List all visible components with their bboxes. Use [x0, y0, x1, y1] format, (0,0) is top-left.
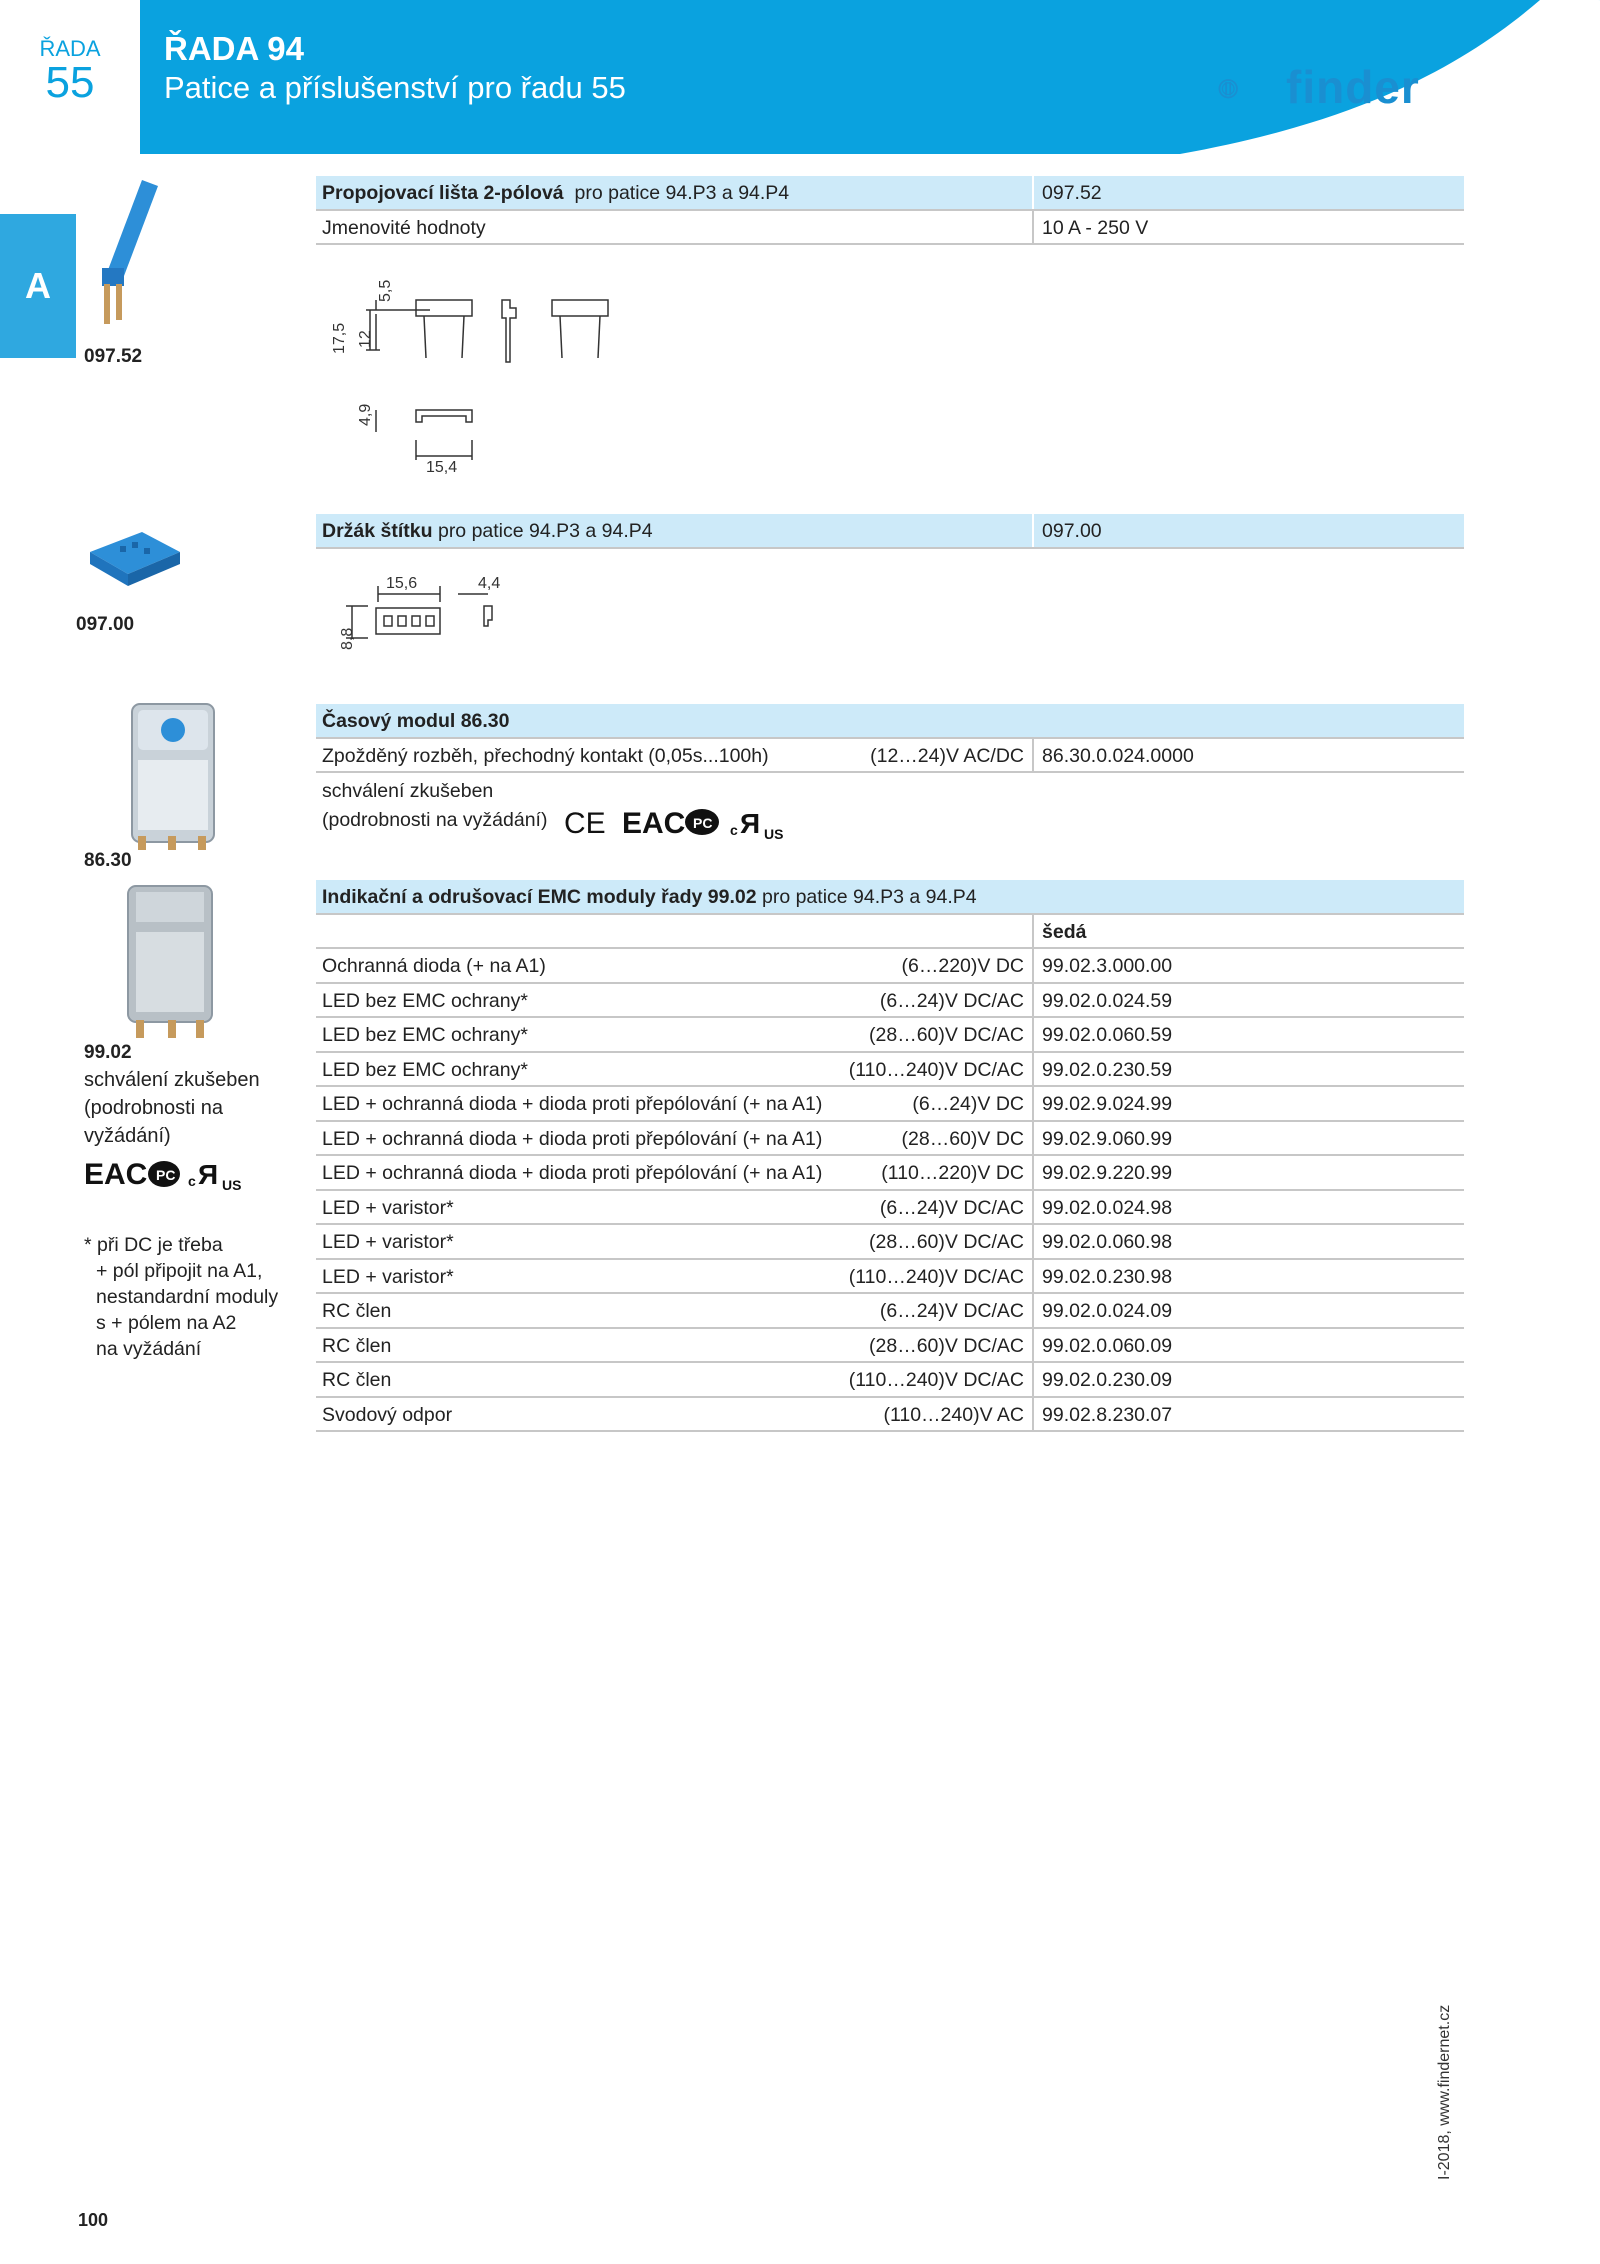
section-tab: A [0, 214, 76, 358]
approval-line-wrap [322, 806, 547, 835]
row-label: Ochranná dioda (+ na A1) [322, 955, 546, 977]
product-label-097-00: 097.00 [76, 614, 135, 635]
svg-text:CE: CE [564, 807, 606, 839]
column-divider [1032, 984, 1034, 1017]
column-divider [1032, 1053, 1034, 1086]
dim-label: 17,5 [331, 322, 348, 354]
order-code: 99.02.9.220.99 [1042, 1162, 1173, 1184]
table-row [316, 211, 1464, 246]
page-title: ŘADA 94 [164, 30, 304, 67]
row-voltage: (110…240)V AC [883, 1403, 1024, 1426]
table-row [316, 1398, 1464, 1433]
series-badge [0, 0, 140, 152]
column-divider [1032, 1294, 1034, 1327]
row-voltage: (110…220)V DC [881, 1162, 1024, 1184]
column-divider [1032, 949, 1034, 982]
order-code: 99.02.0.060.09 [1042, 1334, 1173, 1357]
order-code: 99.02.0.230.59 [1042, 1058, 1173, 1081]
svg-text:Я: Я [740, 808, 761, 839]
footer-side-text: I-2018, www.findernet.cz [1436, 2004, 1453, 2180]
label-holder-drawing [328, 568, 568, 668]
label-holder-image [84, 524, 184, 594]
title-rest: pro patice 94.P3 a 94.P4 [437, 520, 653, 542]
table-row [316, 984, 1464, 1019]
order-code: 99.02.0.024.98 [1042, 1196, 1173, 1219]
color-header-row [316, 915, 1464, 950]
row-voltage: (6…220)V DC [901, 955, 1024, 977]
table-title [322, 520, 653, 543]
table-row [316, 1122, 1464, 1157]
row-label: LED + varistor* [322, 1265, 454, 1288]
row-voltage: (110…240)V DC/AC [848, 1265, 1024, 1288]
order-code: 99.02.3.000.00 [1042, 955, 1173, 977]
order-code: 86.30.0.024.0000 [1042, 744, 1194, 767]
table-row [316, 1260, 1464, 1295]
product-label-99-02: 99.02 [84, 1042, 132, 1063]
row-label: RC člen [322, 1300, 392, 1322]
row-label: Svodový odpor [322, 1403, 453, 1426]
column-divider [1032, 211, 1034, 244]
column-divider [1032, 1260, 1034, 1293]
order-code: 99.02.0.230.98 [1042, 1265, 1173, 1288]
row-label: LED + ochranná dioda + dioda proti přepólování (+ na A1) [322, 1127, 823, 1150]
approval-line: (podrobnosti na vyžádání) [322, 809, 548, 831]
table-row [316, 1087, 1464, 1122]
table-row [316, 1156, 1464, 1191]
emc-rows [316, 949, 1464, 1432]
approval-line: schválení zkušeben [84, 1069, 260, 1091]
column-divider [1032, 1156, 1034, 1189]
table-label-holder [316, 514, 1464, 549]
row-voltage: (28…60)V DC [901, 1127, 1024, 1150]
column-divider [1032, 1398, 1034, 1431]
title-rest: pro patice 94.P3 a 94.P4 [761, 886, 977, 908]
table-header [316, 880, 1464, 915]
table-row [316, 1329, 1464, 1364]
table-header [316, 704, 1464, 739]
order-code: 99.02.0.024.09 [1042, 1300, 1173, 1322]
order-code: 99.02.0.230.09 [1042, 1369, 1173, 1391]
dim-label: 4,9 [357, 403, 374, 426]
brand-name: finder [1286, 61, 1420, 113]
footnote-line: + pól připojit na A1, [96, 1260, 263, 1282]
order-code: 99.02.0.024.59 [1042, 989, 1173, 1012]
row-voltage: (28…60)V DC/AC [869, 1024, 1024, 1046]
row-label: RC člen [322, 1369, 392, 1391]
footnote [84, 1232, 278, 1362]
page-number: 100 [78, 2210, 109, 2230]
order-code: 99.02.9.024.99 [1042, 1093, 1173, 1115]
approval-note [322, 777, 547, 835]
row-voltage: (6…24)V DC [912, 1093, 1024, 1115]
product-label-86-30: 86.30 [84, 850, 132, 871]
column-divider [1032, 176, 1034, 209]
column-divider [1032, 915, 1034, 948]
row-voltage: (110…240)V DC/AC [848, 1369, 1024, 1391]
approval-line: schválení zkušeben [322, 780, 494, 802]
svg-text:PC: PC [156, 1167, 176, 1183]
table-timer-module [316, 704, 1464, 839]
certification-marks-icon [84, 1156, 264, 1192]
footnote-line: * při DC je třeba [84, 1234, 223, 1256]
table-emc-modules [316, 880, 1464, 1432]
table-row [316, 1018, 1464, 1053]
row-label: LED + ochranná dioda + dioda proti přepólování (+ na A1) [322, 1162, 823, 1184]
column-divider [1032, 1018, 1034, 1051]
order-code: 097.00 [1042, 520, 1102, 542]
row-voltage: (6…24)V DC/AC [879, 989, 1024, 1012]
order-code: 99.02.9.060.99 [1042, 1127, 1173, 1150]
table-row [316, 1053, 1464, 1088]
column-divider [1032, 1363, 1034, 1396]
svg-text:Я: Я [198, 1159, 219, 1190]
row-voltage: (28…60)V DC/AC [869, 1334, 1024, 1357]
title-rest: pro patice 94.P3 a 94.P4 [574, 182, 790, 204]
approval-text [84, 1066, 260, 1150]
table-row [316, 1191, 1464, 1226]
table-title [322, 182, 789, 205]
column-divider [1032, 1087, 1034, 1120]
column-divider [1032, 1191, 1034, 1224]
row-label: LED + ochranná dioda + dioda proti přepólování (+ na A1) [322, 1093, 823, 1115]
order-code: 99.02.0.060.98 [1042, 1231, 1173, 1253]
row-voltage: (12…24)V AC/DC [870, 744, 1024, 767]
title-bold: Držák štítku [322, 520, 433, 542]
footnote-line: s + pólem na A2 [96, 1312, 237, 1334]
row-voltage: (6…24)V DC/AC [879, 1196, 1024, 1219]
row-label: LED + varistor* [322, 1196, 454, 1219]
order-code: 097.52 [1042, 182, 1102, 204]
row-voltage: (110…240)V DC/AC [848, 1058, 1024, 1081]
jumper-link-image [92, 176, 164, 326]
row-label: LED bez EMC ochrany* [322, 1058, 528, 1081]
row-label: LED + varistor* [322, 1231, 454, 1253]
footnote-line: na vyžádání [96, 1338, 202, 1360]
color-header: šedá [1042, 920, 1087, 943]
svg-text:EAC: EAC [84, 1158, 148, 1191]
row-label: LED bez EMC ochrany* [322, 989, 528, 1012]
dim-label: 15,4 [426, 459, 458, 476]
emc-module-image [124, 882, 224, 1042]
column-divider [1032, 1122, 1034, 1155]
row-label: RC člen [322, 1334, 392, 1357]
table-jumper-link [316, 176, 1464, 245]
page-subtitle: Patice a příslušenství pro řadu 55 [164, 70, 626, 105]
row-value: 10 A - 250 V [1042, 216, 1149, 239]
approval-line: (podrobnosti na [84, 1097, 223, 1119]
column-divider [1032, 514, 1034, 547]
series-number: 55 [45, 58, 95, 107]
svg-text:US: US [222, 1177, 242, 1192]
footnote-line: nestandardní moduly [96, 1286, 279, 1308]
dim-label: 12 [357, 330, 374, 348]
table-row [316, 739, 1464, 774]
table-header [316, 514, 1464, 549]
svg-text:c: c [188, 1173, 196, 1189]
order-code: 99.02.0.060.59 [1042, 1024, 1173, 1046]
dim-label: 5,5 [377, 279, 394, 302]
dim-label: 8,8 [339, 627, 356, 650]
certification-marks-icon [564, 805, 804, 839]
row-voltage: (28…60)V DC/AC [869, 1231, 1024, 1253]
table-header [316, 176, 1464, 211]
table-row [316, 1294, 1464, 1329]
table-row [316, 1363, 1464, 1398]
timer-module-image [128, 700, 228, 852]
order-code: 99.02.8.230.07 [1042, 1403, 1173, 1426]
dim-label: 4,4 [478, 575, 501, 592]
jumper-link-drawing [320, 250, 640, 476]
column-divider [1032, 1329, 1034, 1362]
svg-text:US: US [764, 826, 784, 839]
column-divider [1032, 1225, 1034, 1258]
row-label: Jmenovité hodnoty [322, 216, 486, 239]
table-row [316, 773, 1464, 839]
product-label-097-52: 097.52 [84, 346, 143, 367]
finder-logo-icon [1218, 54, 1288, 124]
row-label: LED bez EMC ochrany* [322, 1024, 528, 1046]
title-bold: Propojovací lišta 2-pólová [322, 182, 564, 204]
dim-label: 15,6 [386, 575, 418, 592]
table-title: Časový modul 86.30 [322, 710, 510, 732]
svg-text:PC: PC [693, 815, 713, 831]
svg-text:c: c [730, 822, 738, 838]
series-label: ŘADA [39, 36, 101, 61]
row-label: Zpožděný rozběh, přechodný kontakt (0,05s...100h) [322, 744, 769, 767]
svg-text:EAC: EAC [622, 807, 686, 839]
column-divider [1032, 739, 1034, 772]
table-row [316, 949, 1464, 984]
table-row [316, 1225, 1464, 1260]
table-title [322, 886, 977, 909]
title-bold: Indikační a odrušovací EMC moduly řady 99.02 [322, 886, 757, 908]
approval-line: vyžádání) [84, 1125, 171, 1147]
row-voltage: (6…24)V DC/AC [879, 1300, 1024, 1322]
